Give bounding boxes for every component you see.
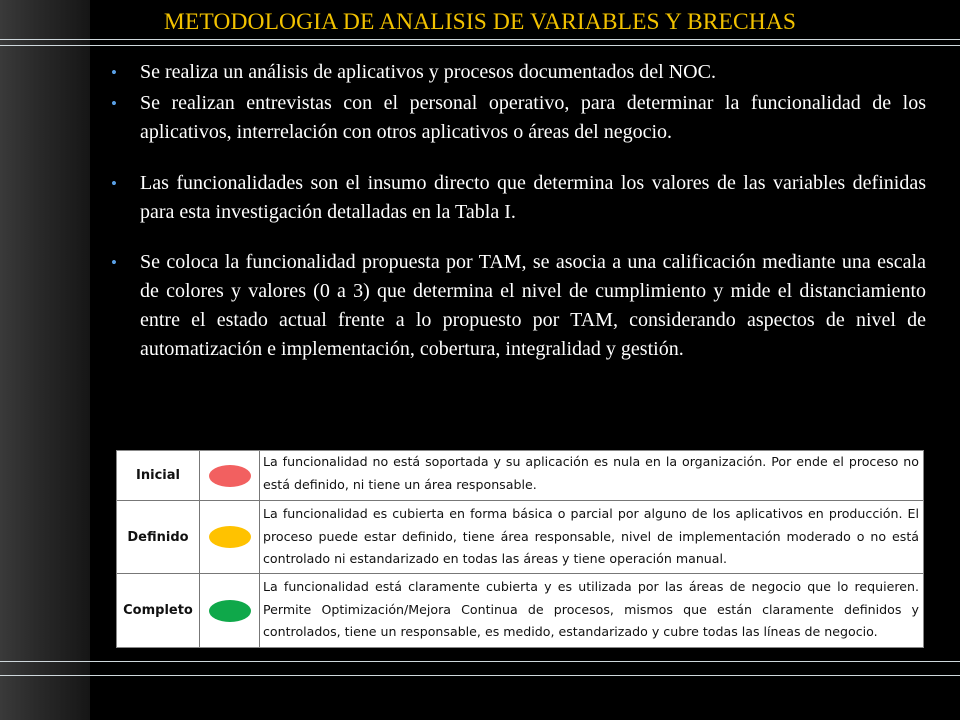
- maturity-level-table: [116, 450, 924, 648]
- bullet-text: Se realiza un análisis de aplicativos y procesos documentados del NOC.: [140, 61, 716, 83]
- bullet-dot-icon: •: [111, 94, 117, 113]
- level-description: La funcionalidad no está soportada y su aplicación es nula en la organización. Por ende el proceso no está definido, ni tiene un área responsable.: [263, 454, 919, 492]
- red-status-icon: [209, 465, 251, 487]
- title-bottom-divider: [0, 45, 960, 46]
- level-label: Inicial: [117, 451, 200, 500]
- level-color-cell: [200, 574, 260, 647]
- level-description: La funcionalidad está claramente cubierta y es utilizada por las áreas de negocio que lo requieren. Permite Optimización/Mejora Continua de procesos, mismos que están claramente definidos y controlados, tiene un responsable, es medido, estandarizado y cubre todas las líneas de negocio.: [263, 579, 919, 639]
- level-color-cell: [200, 451, 260, 500]
- bullet-text: Las funcionalidades son el insumo directo que determina los valores de las variables definidas para esta investigación detalladas en la Tabla I.: [140, 172, 926, 223]
- level-label: Definido: [117, 501, 200, 573]
- title-top-divider: [0, 39, 960, 40]
- table-row: [117, 574, 923, 647]
- bullet-text: Se realizan entrevistas con el personal operativo, para determinar la funcionalidad de los aplicativos, interrelación con otros aplicativos o áreas del negocio.: [140, 92, 926, 143]
- level-description: La funcionalidad es cubierta en forma básica o parcial por alguno de los aplicativos en producción. El proceso puede estar definido, tiene área responsable, nivel de implementación moderado o no está controlado ni estandarizado en todas las áreas y tiene operación manual.: [263, 506, 919, 566]
- bullet-item: [108, 248, 926, 364]
- footer-bottom-divider: [0, 675, 960, 676]
- table-row: [117, 501, 923, 574]
- yellow-status-icon: [209, 526, 251, 548]
- green-status-icon: [209, 600, 251, 622]
- level-color-cell: [200, 501, 260, 573]
- bullet-dot-icon: •: [111, 63, 117, 82]
- bullet-dot-icon: •: [111, 253, 117, 272]
- table-row: [117, 451, 923, 501]
- bullet-item: [108, 89, 926, 147]
- bullet-item: [108, 169, 926, 227]
- left-decorative-band: [0, 0, 90, 720]
- slide-title: METODOLOGIA DE ANALISIS DE VARIABLES Y BRECHAS: [163, 9, 797, 35]
- level-label: Completo: [117, 574, 200, 647]
- bullet-text: Se coloca la funcionalidad propuesta por TAM, se asocia a una calificación mediante una escala de colores y valores (0 a 3) que determina el nivel de cumplimiento y mide el distanciamiento entre el estado actual frente a lo propuesto por TAM, considerando aspectos de nivel de automatización e implementación, cobertura, integralidad y gestión.: [140, 251, 926, 360]
- footer-top-divider: [0, 661, 960, 662]
- bullet-dot-icon: •: [111, 174, 117, 193]
- bullet-item: [108, 58, 926, 87]
- bullet-list: [108, 58, 926, 364]
